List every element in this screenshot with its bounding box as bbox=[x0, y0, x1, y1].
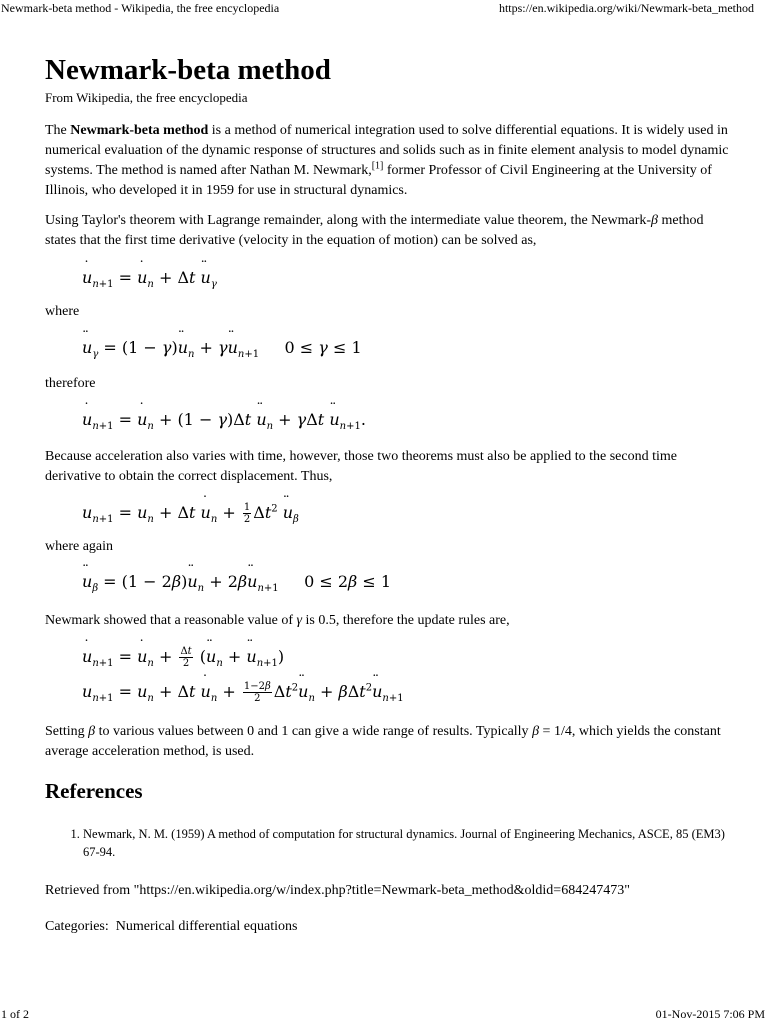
equation-acceleration-beta: u $¨_\beta = (1 - 2\beta)u$ $¨_n + 2\beta u$ $¨_{n+1}$ 0 ≤ 2β ≤ 1 bbox=[82, 572, 391, 594]
equation-velocity-expanded: u $˙_{n+1} = u$ $˙_n + (1 - \gamma)\Delta t$ u $¨_n + \gamma\Delta t$ u $¨_{n+1}$. bbox=[82, 410, 366, 432]
intro-bold-term: Newmark-beta method bbox=[70, 123, 209, 138]
print-footer bbox=[0, 1006, 768, 1024]
intro-paragraph: The Newmark-beta method is a method of numerical integration used to solve differential equations. It is widely used in numerical evaluation of the dynamic response of structures and solids such as in finite element analysis to model dynamic systems. The method is named after Nathan M. Newmark,[1] former Professor of Civil Engineering at the University of Illinois, who developed it in 1959 for use in structural dynamics. bbox=[45, 123, 729, 198]
taylor-section bbox=[45, 211, 735, 251]
page-tagline: From Wikipedia, the free encyclopedia bbox=[45, 90, 248, 105]
categories-label: Categories: bbox=[45, 919, 109, 934]
setting-section bbox=[45, 722, 735, 762]
setting-paragraph: Setting β to various values between 0 and 1 can give a wide range of results. Typically β = 1/4, which yields the constant average acceleration method, is used. bbox=[45, 724, 721, 759]
equation-displacement-update-rule: $u_{n+1} = u_n + \Delta t$ u $˙_n$ + $\frac{1-2\beta}{2}$ $\Delta t^2u$ $¨_n + \beta\Delta t^2u$ $¨_{n+1}$ bbox=[82, 681, 404, 704]
print-header bbox=[0, 0, 768, 18]
page-title: Newmark-beta method bbox=[45, 54, 331, 86]
intro-section bbox=[45, 121, 735, 201]
equation-velocity-update-rule: u $˙_{n+1} = u$ $˙_n$ + $\frac{\Delta t}{2}$ (u $¨_n + u$ $¨_{n+1}$) bbox=[82, 646, 284, 669]
newmark-showed-paragraph: Newmark showed that a reasonable value of γ is 0.5, therefore the update rules are, bbox=[45, 613, 510, 628]
print-header-url: https://en.wikipedia.org/wiki/Newmark-beta_method bbox=[498, 1, 754, 15]
therefore-text: therefore bbox=[45, 376, 96, 391]
where-text: where bbox=[45, 304, 80, 319]
equation-velocity-update: u $˙_{n+1} = u$ $˙_n + \Delta t$ u $¨_\gamma$ bbox=[82, 268, 217, 290]
page-count: 1 of 2 bbox=[1, 1007, 29, 1021]
newmark-showed-section bbox=[45, 611, 735, 631]
references-heading: References bbox=[45, 779, 143, 803]
citation-link-1[interactable]: [1] bbox=[371, 160, 384, 172]
where-again-text: where again bbox=[45, 539, 114, 554]
category-link[interactable]: Numerical differential equations bbox=[115, 919, 298, 934]
accel-section bbox=[45, 447, 735, 487]
reference-item: 1. Newmark, N. M. (1959) A method of computation for structural dynamics. Journal of Engineering Mechanics, ASCE, 85 (EM3) 67-94. bbox=[83, 825, 733, 861]
accel-paragraph: Because acceleration also varies with time, however, those two theorems must also be applied to the second time derivative to obtain the correct displacement. Thus, bbox=[45, 449, 677, 484]
print-header-title: Newmark-beta method - Wikipedia, the free encyclopedia bbox=[1, 1, 280, 15]
equation-displacement: $u_{n+1} = u_n + \Delta t$ u $˙_n$ + $\frac{1}{2}$ $\Delta t^2$ u $¨_\beta$ bbox=[82, 502, 299, 525]
retrieved-from: Retrieved from "https://en.wikipedia.org/w/index.php?title=Newmark-beta_method&oldid=684247473" bbox=[45, 883, 630, 898]
references-list bbox=[45, 825, 733, 861]
taylor-paragraph: Using Taylor's theorem with Lagrange remainder, along with the intermediate value theorem, the Newmark-β method states that the first time derivative (velocity in the equation of motion) can be solved as, bbox=[45, 213, 704, 248]
equation-acceleration-gamma: u $¨_\gamma = (1 - \gamma)u$ $¨_n + \gamma u$ $¨_{n+1}$ 0 ≤ γ ≤ 1 bbox=[82, 338, 362, 360]
categories-bar bbox=[45, 919, 297, 935]
print-timestamp: 01-Nov-2015 7:06 PM bbox=[655, 1007, 765, 1021]
